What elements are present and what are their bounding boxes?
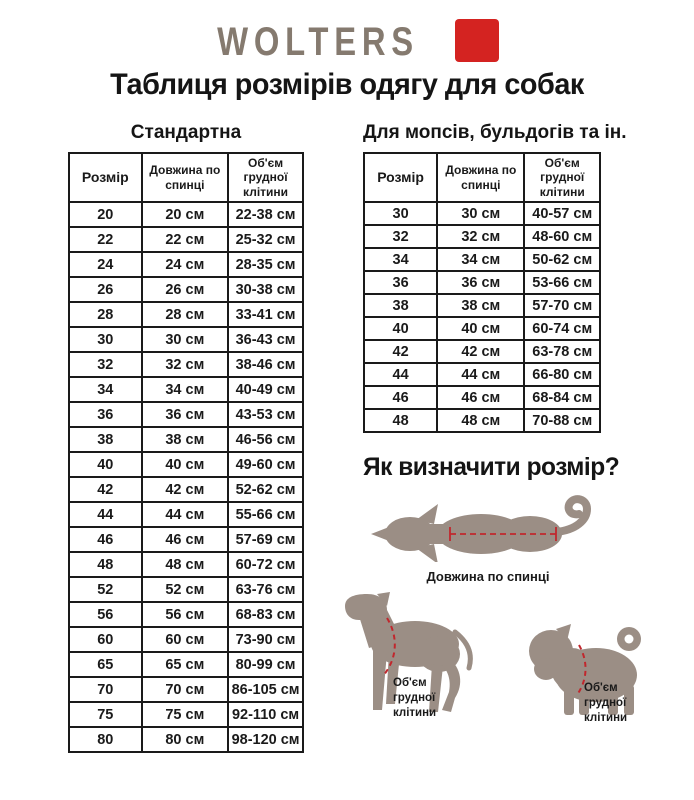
table-cell: 22 см [142, 227, 229, 252]
table-cell: 46 [364, 386, 437, 409]
table-cell: 32 [364, 225, 437, 248]
table-cell: 36 см [142, 402, 229, 427]
table-cell: 48-60 см [524, 225, 600, 248]
column-header-back-length: Довжина по спинці [437, 153, 524, 202]
table-cell: 70 см [142, 677, 229, 702]
table-cell: 36-43 см [228, 327, 303, 352]
table-cell: 30 [69, 327, 142, 352]
table-cell: 48 [69, 552, 142, 577]
table-header-row [364, 153, 600, 202]
table-cell: 42 [364, 340, 437, 363]
table-cell: 26 [69, 277, 142, 302]
table-cell: 65 [69, 652, 142, 677]
table-cell: 44 см [437, 363, 524, 386]
table-row [69, 352, 303, 377]
table-row [69, 727, 303, 752]
table-cell: 57-70 см [524, 294, 600, 317]
table-row [69, 452, 303, 477]
table-row [364, 271, 600, 294]
table-cell: 55-66 см [228, 502, 303, 527]
table-cell: 68-83 см [228, 602, 303, 627]
table-cell: 32 [69, 352, 142, 377]
measurement-diagram [321, 492, 651, 725]
chest-diagrams [337, 592, 651, 725]
table-cell: 60 [69, 627, 142, 652]
table-row [364, 294, 600, 317]
table-cell: 75 см [142, 702, 229, 727]
table-row [69, 527, 303, 552]
column-header-chest: Об'єм грудної клітини [228, 153, 303, 202]
table-cell: 57-69 см [228, 527, 303, 552]
standard-table-title: Стандартна [130, 122, 242, 143]
table-cell: 46 см [437, 386, 524, 409]
pugs-size-section [363, 122, 628, 753]
table-cell: 30-38 см [228, 277, 303, 302]
column-header-size: Розмір [364, 153, 437, 202]
table-cell: 22 [69, 227, 142, 252]
table-row [69, 302, 303, 327]
table-row [364, 386, 600, 409]
table-cell: 65 см [142, 652, 229, 677]
table-cell: 48 см [142, 552, 229, 577]
table-cell: 56 см [142, 602, 229, 627]
table-cell: 20 [69, 202, 142, 227]
table-cell: 28-35 см [228, 252, 303, 277]
table-cell: 20 см [142, 202, 229, 227]
table-cell: 53-66 см [524, 271, 600, 294]
table-row [69, 577, 303, 602]
table-cell: 86-105 см [228, 677, 303, 702]
table-row [69, 502, 303, 527]
column-header-chest: Об'єм грудної клітини [524, 153, 600, 202]
table-cell: 44 [69, 502, 142, 527]
table-cell: 36 см [437, 271, 524, 294]
table-row [69, 427, 303, 452]
table-cell: 70 [69, 677, 142, 702]
table-cell: 36 [364, 271, 437, 294]
table-cell: 26 см [142, 277, 229, 302]
table-cell: 30 см [142, 327, 229, 352]
table-cell: 44 см [142, 502, 229, 527]
table-row [69, 602, 303, 627]
table-cell: 38 [69, 427, 142, 452]
table-cell: 60 см [142, 627, 229, 652]
table-row [364, 363, 600, 386]
table-row [364, 202, 600, 225]
content-columns [68, 122, 694, 753]
table-cell: 52 [69, 577, 142, 602]
table-cell: 80 см [142, 727, 229, 752]
table-cell: 42 см [437, 340, 524, 363]
table-cell: 40 см [142, 452, 229, 477]
pugs-size-table [363, 152, 601, 433]
table-row [364, 248, 600, 271]
table-cell: 52-62 см [228, 477, 303, 502]
table-row [69, 627, 303, 652]
chest-volume-label: Об'єм грудної клітини [584, 682, 628, 725]
table-cell: 63-78 см [524, 340, 600, 363]
table-cell: 38-46 см [228, 352, 303, 377]
table-row [69, 702, 303, 727]
pugs-table-title: Для мопсів, бульдогів та ін. [363, 122, 627, 143]
table-cell: 42 см [142, 477, 229, 502]
table-row [69, 477, 303, 502]
table-row [69, 552, 303, 577]
table-row [69, 252, 303, 277]
table-cell: 46 см [142, 527, 229, 552]
table-cell: 98-120 см [228, 727, 303, 752]
table-row [364, 409, 600, 432]
table-cell: 34 см [437, 248, 524, 271]
table-row [69, 652, 303, 677]
table-cell: 34 см [142, 377, 229, 402]
table-cell: 24 [69, 252, 142, 277]
column-header-size: Розмір [69, 153, 142, 202]
table-cell: 60-74 см [524, 317, 600, 340]
table-cell: 43-53 см [228, 402, 303, 427]
table-cell: 48 [364, 409, 437, 432]
back-length-label: Довжина по спинці [426, 569, 550, 585]
table-cell: 48 см [437, 409, 524, 432]
table-cell: 70-88 см [524, 409, 600, 432]
table-cell: 44 [364, 363, 437, 386]
table-cell: 22-38 см [228, 202, 303, 227]
table-cell: 60-72 см [228, 552, 303, 577]
table-row [69, 277, 303, 302]
table-cell: 38 [364, 294, 437, 317]
big-dog-diagram [337, 592, 482, 722]
table-cell: 28 [69, 302, 142, 327]
table-cell: 25-32 см [228, 227, 303, 252]
table-cell: 40-57 см [524, 202, 600, 225]
table-row [69, 377, 303, 402]
table-cell: 28 см [142, 302, 229, 327]
table-cell: 38 см [437, 294, 524, 317]
column-header-back-length: Довжина по спинці [142, 153, 229, 202]
standard-size-table [68, 152, 304, 753]
table-cell: 40 см [437, 317, 524, 340]
table-cell: 75 [69, 702, 142, 727]
table-cell: 46 [69, 527, 142, 552]
table-cell: 36 [69, 402, 142, 427]
table-cell: 40 [364, 317, 437, 340]
table-cell: 30 см [437, 202, 524, 225]
table-row [69, 227, 303, 252]
table-cell: 68-84 см [524, 386, 600, 409]
table-cell: 50-62 см [524, 248, 600, 271]
chest-volume-label: Об'єм грудної клітини [393, 677, 437, 720]
table-row [364, 317, 600, 340]
dog-top-view-silhouette-icon [368, 492, 608, 562]
table-cell: 32 см [437, 225, 524, 248]
table-cell: 34 [69, 377, 142, 402]
table-row [364, 225, 600, 248]
table-row [69, 402, 303, 427]
table-header-row [69, 153, 303, 202]
table-cell: 30 [364, 202, 437, 225]
table-cell: 42 [69, 477, 142, 502]
table-cell: 80-99 см [228, 652, 303, 677]
table-row [69, 202, 303, 227]
standard-size-section [68, 122, 304, 753]
table-row [69, 327, 303, 352]
table-cell: 34 [364, 248, 437, 271]
table-cell: 52 см [142, 577, 229, 602]
table-cell: 63-76 см [228, 577, 303, 602]
table-cell: 49-60 см [228, 452, 303, 477]
table-cell: 38 см [142, 427, 229, 452]
table-cell: 92-110 см [228, 702, 303, 727]
how-to-measure-title: Як визначити розмір? [363, 453, 620, 482]
table-cell: 32 см [142, 352, 229, 377]
brand-logo-text: WOLTERS [217, 20, 419, 64]
table-cell: 56 [69, 602, 142, 627]
page-title: Таблиця розмірів одягу для собак [110, 68, 584, 101]
brand-logo [0, 0, 694, 66]
table-row [364, 340, 600, 363]
back-length-diagram [363, 492, 613, 584]
table-row [69, 677, 303, 702]
table-cell: 46-56 см [228, 427, 303, 452]
table-cell: 33-41 см [228, 302, 303, 327]
brand-logo-red-square-icon [455, 19, 499, 62]
table-cell: 80 [69, 727, 142, 752]
table-cell: 24 см [142, 252, 229, 277]
table-cell: 40 [69, 452, 142, 477]
bulldog-diagram [526, 617, 656, 725]
table-cell: 66-80 см [524, 363, 600, 386]
table-cell: 40-49 см [228, 377, 303, 402]
table-cell: 73-90 см [228, 627, 303, 652]
